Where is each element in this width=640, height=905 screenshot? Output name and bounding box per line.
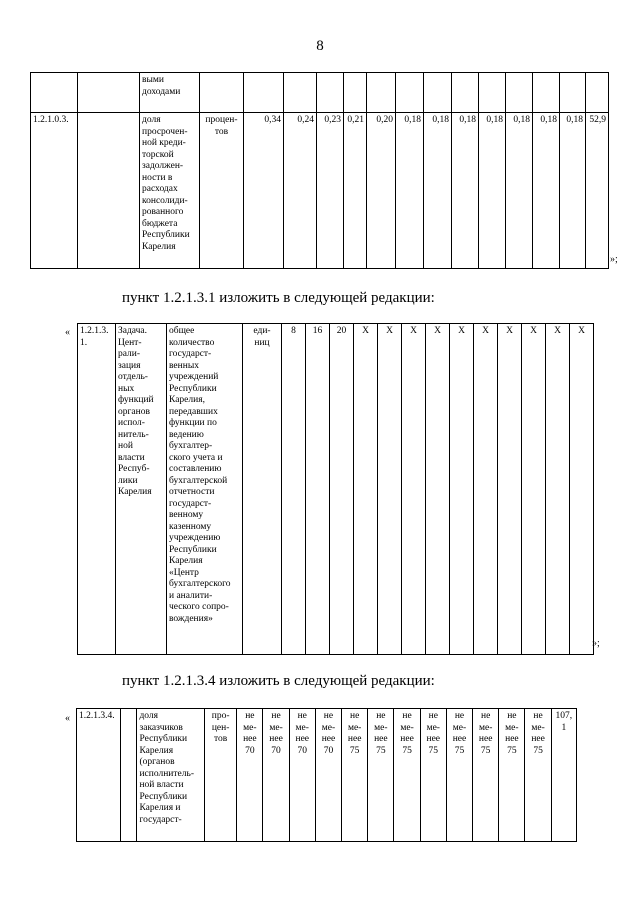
value-cell: 0,24 — [284, 113, 317, 269]
value-cell: 0,23 — [317, 113, 344, 269]
indicator-name: общее количество государст- венных учреждений Республики Карелия, передавших функции по ведению бухгалтер- ского учета и составлению бухгалтерской отчетности государст- венному казенному учреждению Республики Карелия «Центр бухгалтерского и аналити- ческого сопро- вождения» — [167, 324, 243, 655]
value-cell: не ме- нее 75 — [525, 709, 551, 842]
value-cell: X — [426, 324, 450, 655]
section-heading: пункт 1.2.1.3.1 изложить в следующей редакции: — [122, 290, 435, 306]
table-row — [31, 113, 609, 269]
indicator-table-3 — [76, 708, 577, 842]
value-cell: 0,18 — [560, 113, 586, 269]
closing-quote-mark: »; — [592, 638, 600, 649]
unit-cell: процен- тов — [200, 113, 244, 269]
indicator-name: доля заказчиков Республики Карелия (органов исполнитель- ной власти Республики Карелия и государст- — [137, 709, 205, 842]
value-cell: X — [570, 324, 594, 655]
value-cell: 107,1 — [551, 709, 576, 842]
value-cell: не ме- нее 75 — [368, 709, 394, 842]
opening-quote-mark: « — [65, 713, 70, 724]
unit-cell: еди- ниц — [243, 324, 282, 655]
table-row — [78, 324, 594, 655]
value-cell: 0,34 — [244, 113, 284, 269]
indicator-table-2 — [77, 323, 594, 655]
value-cell: 16 — [306, 324, 330, 655]
value-cell: 20 — [330, 324, 354, 655]
value-cell: X — [498, 324, 522, 655]
value-cell: не ме- нее 75 — [499, 709, 525, 842]
table-row — [77, 709, 577, 842]
value-cell: 0,18 — [452, 113, 479, 269]
indicator-name: доля просрочен- ной креди- торской задолжен- ности в расходах консолиди- рованного бюджета Республики Карелия — [140, 113, 200, 269]
value-cell: не ме- нее 70 — [315, 709, 341, 842]
value-cell: не ме- нее 70 — [289, 709, 315, 842]
indicator-name-tail: выми доходами — [140, 73, 200, 113]
value-cell: не ме- нее 70 — [263, 709, 289, 842]
value-cell: 0,20 — [367, 113, 396, 269]
indicator-table-1 — [30, 72, 609, 269]
value-cell: X — [522, 324, 546, 655]
unit-cell: про- цен- тов — [205, 709, 237, 842]
value-cell: 52,9 — [586, 113, 609, 269]
value-cell: 0,18 — [396, 113, 424, 269]
value-cell: 0,21 — [344, 113, 367, 269]
page-number: 8 — [316, 38, 324, 54]
section-heading: пункт 1.2.1.3.4 изложить в следующей редакции: — [122, 673, 435, 689]
value-cell: 0,18 — [424, 113, 452, 269]
value-cell: не ме- нее 75 — [394, 709, 420, 842]
value-cell: X — [474, 324, 498, 655]
closing-quote-mark: »; — [610, 254, 618, 265]
value-cell: 0,18 — [533, 113, 560, 269]
value-cell: 0,18 — [479, 113, 506, 269]
value-cell: X — [546, 324, 570, 655]
value-cell: 0,18 — [506, 113, 533, 269]
value-cell: не ме- нее 75 — [420, 709, 446, 842]
value-cell: X — [378, 324, 402, 655]
value-cell: X — [450, 324, 474, 655]
table-row — [31, 73, 609, 113]
task-cell: Задача. Цент- рали- зация отдель- ных функций органов испол- нитель- ной власти Респуб- лики Карелия — [116, 324, 167, 655]
value-cell: не ме- нее 70 — [237, 709, 263, 842]
value-cell: не ме- нее 75 — [342, 709, 368, 842]
row-code: 1.2.1.3.1. — [78, 324, 116, 655]
value-cell: не ме- нее 75 — [473, 709, 499, 842]
value-cell: X — [354, 324, 378, 655]
value-cell: не ме- нее 75 — [446, 709, 472, 842]
value-cell: 8 — [282, 324, 306, 655]
row-code: 1.2.1.3.4. — [77, 709, 121, 842]
value-cell: X — [402, 324, 426, 655]
row-code: 1.2.1.0.3. — [31, 113, 78, 269]
opening-quote-mark: « — [65, 327, 70, 338]
